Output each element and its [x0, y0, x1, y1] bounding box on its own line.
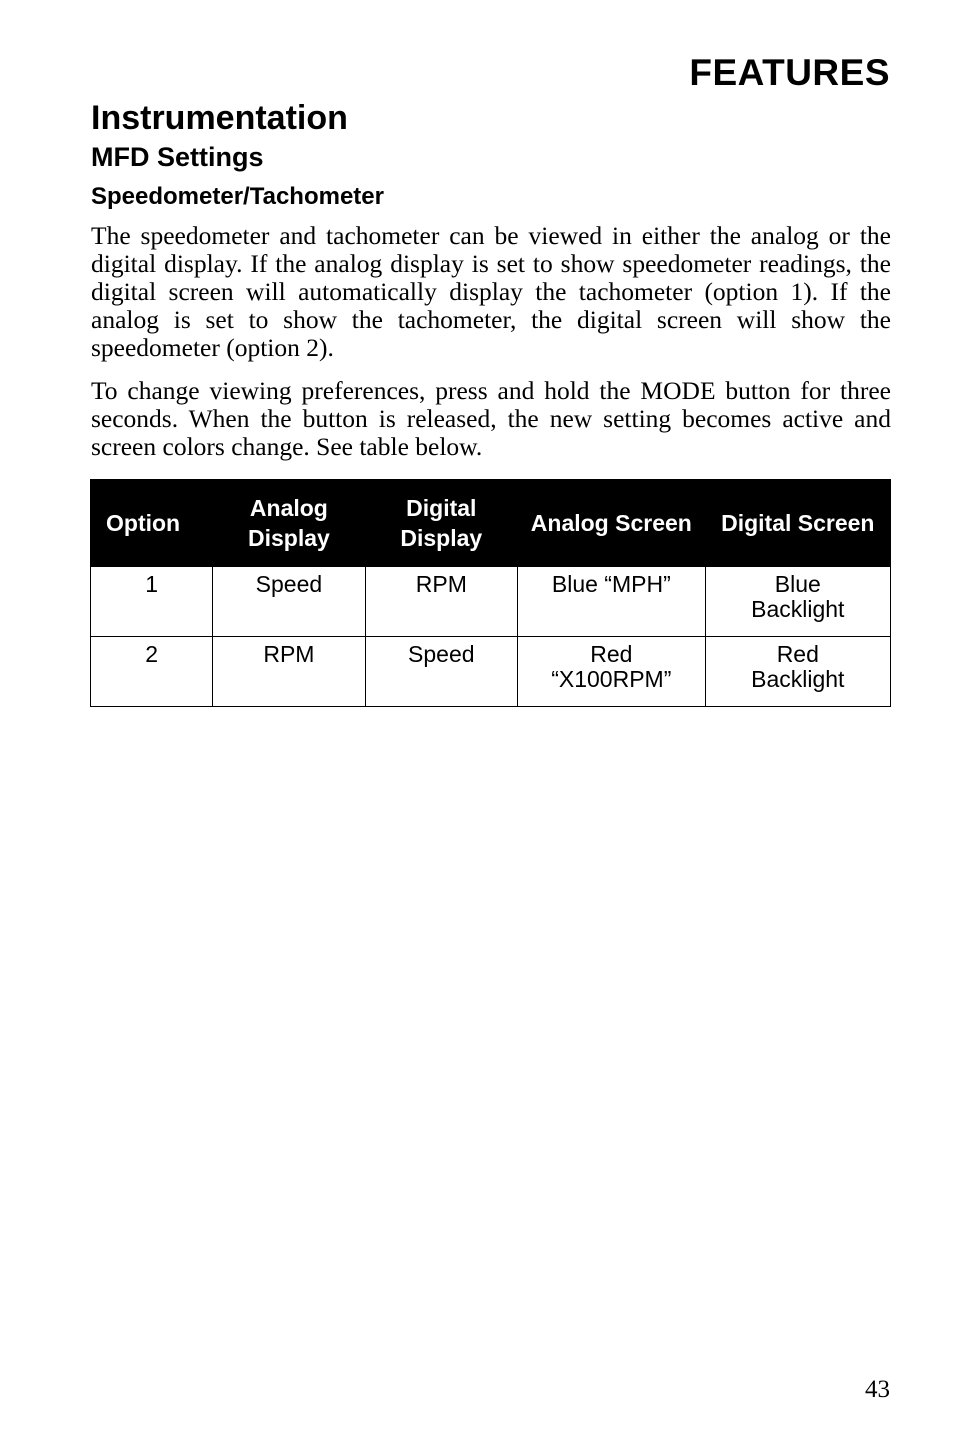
header-analog-display: Analog Display — [213, 480, 365, 567]
cell-digital-screen: Red Backlight — [705, 637, 890, 707]
page-number: 43 — [865, 1376, 890, 1403]
cell-analog-screen: Red “X100RPM” — [518, 637, 706, 707]
cell-analog-screen: Blue “MPH” — [518, 567, 706, 637]
cell-digital-screen: Blue Backlight — [705, 567, 890, 637]
header-digital-display: Digital Display — [365, 480, 517, 567]
header-analog-screen: Analog Screen — [518, 480, 706, 567]
table-header-row — [91, 480, 891, 567]
page-title: Instrumentation — [91, 99, 348, 137]
cell-analog-display: Speed — [213, 567, 365, 637]
table-row — [91, 567, 891, 637]
header-option: Option — [91, 480, 213, 567]
cell-option: 1 — [91, 567, 213, 637]
body-paragraph-1: The speedometer and tachometer can be viewed in either the analog or the digital display. If the analog display is set to show speedometer readings, the digital screen will automatically display the tachometer (option 1). If the analog is set to show the tachometer, the digital screen will show the speedometer (option 2). — [91, 221, 891, 362]
cell-option: 2 — [91, 637, 213, 707]
subsection-title: Speedometer/Tachometer — [91, 183, 384, 210]
table-row — [91, 637, 891, 707]
mfd-settings-table — [90, 479, 891, 707]
section-subtitle: MFD Settings — [91, 142, 264, 172]
main-content — [91, 96, 891, 461]
cell-digital-display: Speed — [365, 637, 517, 707]
cell-analog-display: RPM — [213, 637, 365, 707]
cell-digital-display: RPM — [365, 567, 517, 637]
section-header: FEATURES — [689, 52, 890, 93]
body-paragraph-2: To change viewing preferences, press and hold the MODE button for three seconds. When the button is released, the new setting becomes active and screen colors change. See table below. — [91, 376, 891, 461]
header-digital-screen: Digital Screen — [705, 480, 890, 567]
